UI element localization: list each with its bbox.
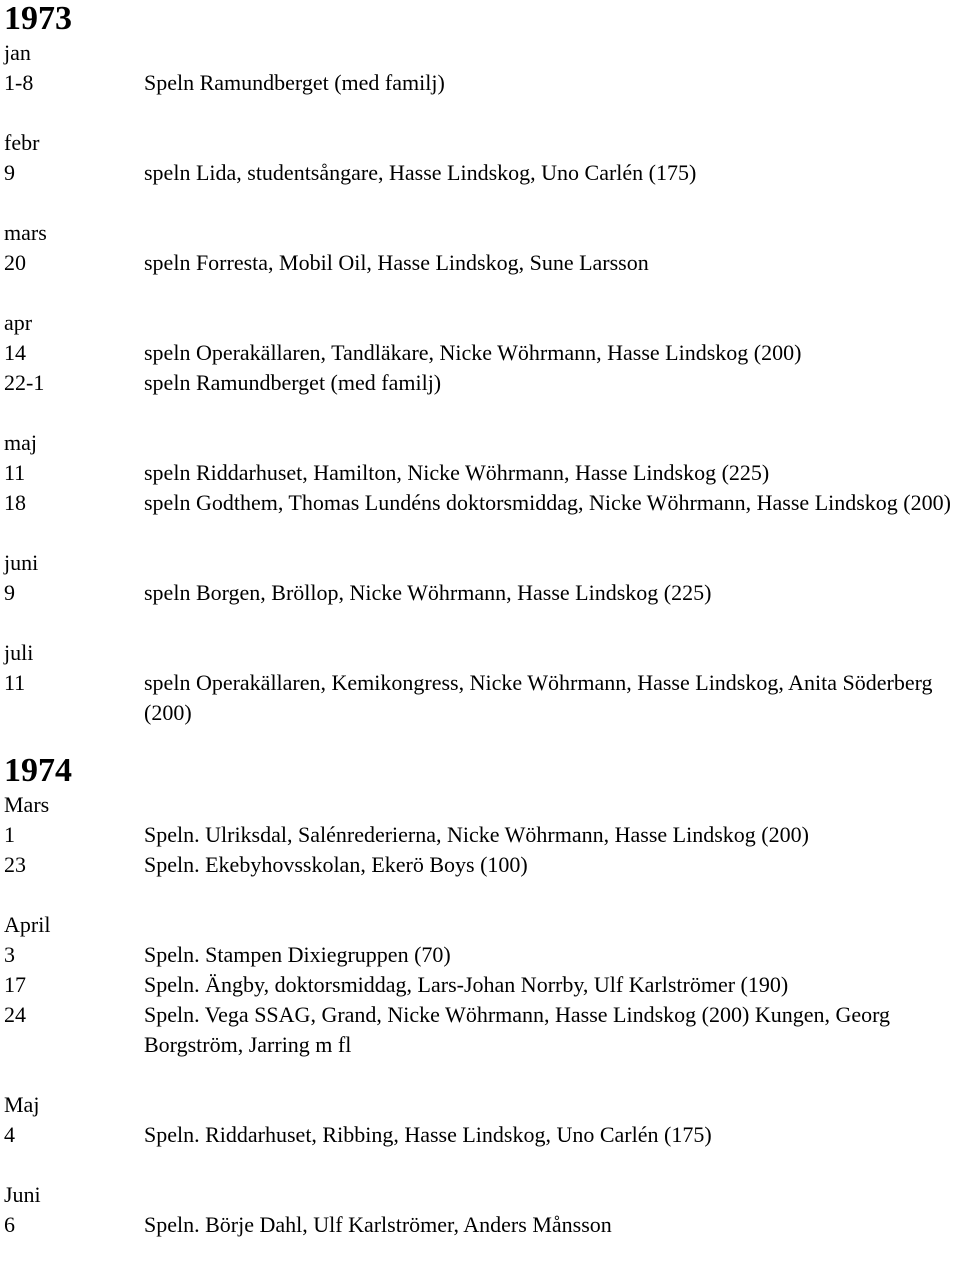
spacer bbox=[4, 278, 956, 308]
entry-date: 6 bbox=[4, 1212, 15, 1237]
entry-row bbox=[4, 458, 956, 488]
entry-description: Speln. Börje Dahl, Ulf Karlströmer, Anders Månsson bbox=[144, 1212, 612, 1237]
entry-date: 1-8 bbox=[4, 70, 34, 95]
entry-date: 11 bbox=[4, 460, 26, 485]
entry-date: 23 bbox=[4, 852, 26, 877]
entry-row bbox=[4, 338, 956, 368]
month-heading: Mars bbox=[4, 792, 50, 817]
entry-date: 1 bbox=[4, 822, 15, 847]
entry-row bbox=[4, 68, 956, 98]
entry-date: 14 bbox=[4, 340, 26, 365]
entry-row bbox=[4, 820, 956, 850]
entry-description: speln Forresta, Mobil Oil, Hasse Lindskog, Sune Larsson bbox=[144, 250, 649, 275]
spacer bbox=[4, 1150, 956, 1180]
spacer bbox=[4, 608, 956, 638]
entry-row bbox=[4, 1120, 956, 1150]
entry-row bbox=[4, 940, 956, 970]
entry-description: Speln. Ulriksdal, Salénrederierna, Nicke Wöhrmann, Hasse Lindskog (200) bbox=[144, 822, 809, 847]
entry-description: speln Lida, studentsångare, Hasse Lindskog, Uno Carlén (175) bbox=[144, 160, 697, 185]
entry-description: speln Borgen, Bröllop, Nicke Wöhrmann, Hasse Lindskog (225) bbox=[144, 580, 712, 605]
entry-row bbox=[4, 970, 956, 1000]
entry-description: Speln. Riddarhuset, Ribbing, Hasse Lindskog, Uno Carlén (175) bbox=[144, 1122, 712, 1147]
entry-date: 11 bbox=[4, 670, 26, 695]
entry-description: Speln. Vega SSAG, Grand, Nicke Wöhrmann, Hasse Lindskog (200) Kungen, Georg Borgström, Jarring m fl bbox=[144, 1002, 891, 1057]
month-heading: jan bbox=[4, 40, 31, 65]
month-heading: juni bbox=[4, 550, 39, 575]
year-heading: 1973 bbox=[4, 0, 72, 37]
entry-date: 17 bbox=[4, 972, 26, 997]
entry-row bbox=[4, 368, 956, 398]
entry-row bbox=[4, 668, 956, 728]
spacer bbox=[4, 398, 956, 428]
entry-description: speln Ramundberget (med familj) bbox=[144, 370, 442, 395]
month-heading: Juni bbox=[4, 1182, 41, 1207]
month-heading: febr bbox=[4, 130, 40, 155]
entry-row bbox=[4, 1000, 956, 1060]
entry-date: 22-1 bbox=[4, 370, 45, 395]
spacer bbox=[4, 518, 956, 548]
entry-row bbox=[4, 578, 956, 608]
month-heading: juli bbox=[4, 640, 34, 665]
entry-date: 24 bbox=[4, 1002, 26, 1027]
entry-row bbox=[4, 488, 956, 518]
entry-date: 20 bbox=[4, 250, 26, 275]
month-heading: Maj bbox=[4, 1092, 40, 1117]
document-body bbox=[4, 0, 956, 1240]
entry-description: speln Riddarhuset, Hamilton, Nicke Wöhrmann, Hasse Lindskog (225) bbox=[144, 460, 770, 485]
entry-date: 9 bbox=[4, 580, 15, 605]
entry-description: speln Godthem, Thomas Lundéns doktorsmiddag, Nicke Wöhrmann, Hasse Lindskog (200) bbox=[144, 490, 951, 515]
entry-description: Speln. Ekebyhovsskolan, Ekerö Boys (100) bbox=[144, 852, 528, 877]
entry-description: Speln. Ängby, doktorsmiddag, Lars-Johan Norrby, Ulf Karlströmer (190) bbox=[144, 972, 789, 997]
spacer bbox=[4, 98, 956, 128]
entry-row bbox=[4, 248, 956, 278]
entry-row bbox=[4, 158, 956, 188]
spacer bbox=[4, 188, 956, 218]
spacer bbox=[4, 880, 956, 910]
entry-description: Speln Ramundberget (med familj) bbox=[144, 70, 445, 95]
year-heading: 1974 bbox=[4, 752, 72, 789]
spacer bbox=[4, 1060, 956, 1090]
entry-row bbox=[4, 1210, 956, 1240]
entry-date: 3 bbox=[4, 942, 15, 967]
entry-description: speln Operakällaren, Tandläkare, Nicke Wöhrmann, Hasse Lindskog (200) bbox=[144, 340, 802, 365]
month-heading: maj bbox=[4, 430, 37, 455]
entry-date: 9 bbox=[4, 160, 15, 185]
entry-date: 18 bbox=[4, 490, 26, 515]
month-heading: apr bbox=[4, 310, 33, 335]
entry-description: speln Operakällaren, Kemikongress, Nicke Wöhrmann, Hasse Lindskog, Anita Söderberg (200) bbox=[144, 670, 933, 725]
month-heading: mars bbox=[4, 220, 47, 245]
entry-description: Speln. Stampen Dixiegruppen (70) bbox=[144, 942, 451, 967]
entry-date: 4 bbox=[4, 1122, 15, 1147]
entry-row bbox=[4, 850, 956, 880]
month-heading: April bbox=[4, 912, 51, 937]
